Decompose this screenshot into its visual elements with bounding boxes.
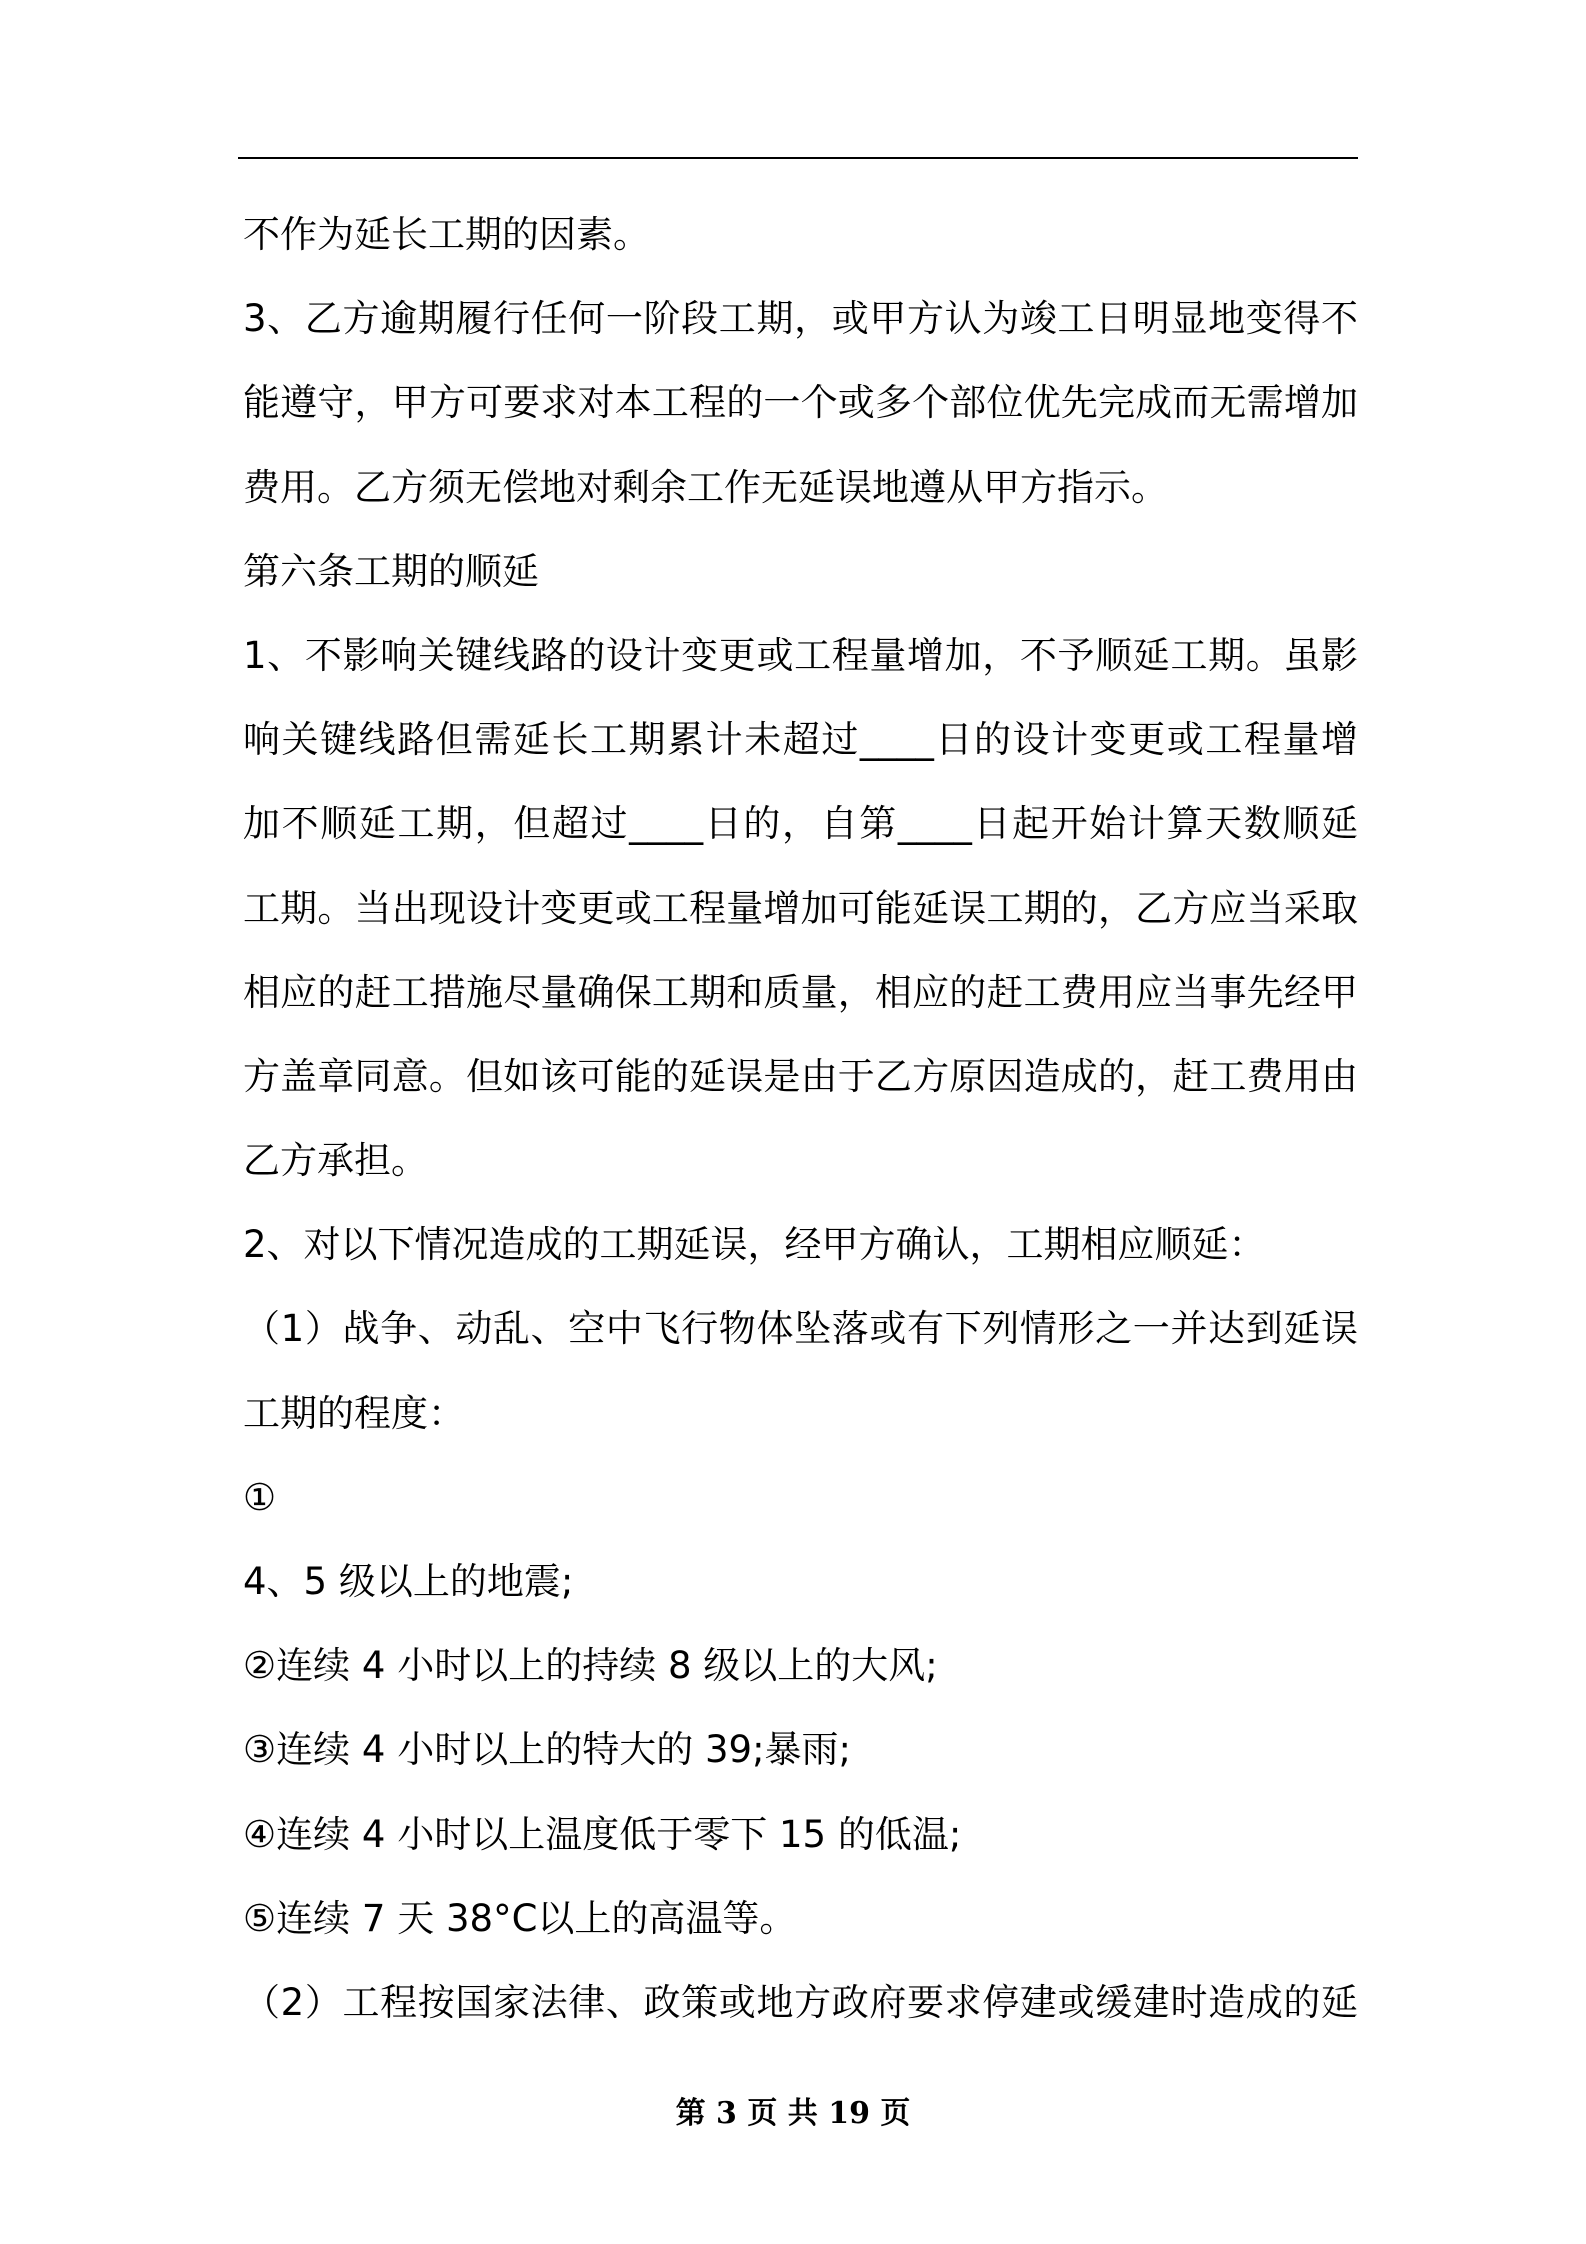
text-line: 能遵守，甲方可要求对本工程的一个或多个部位优先完成而无需增加 (243, 381, 1358, 425)
header-rule (238, 157, 1358, 159)
page-number: 第 3 页 共 19 页 (675, 2096, 911, 2131)
text-line: 费用。乙方须无偿地对剩余工作无延误地遵从甲方指示。 (243, 465, 1168, 509)
text-line: 加不顺延工期，但超过____日的，自第____日起开始计算天数顺延 (243, 802, 1358, 846)
document-body (243, 193, 1358, 2045)
list-item: ⑤连续 7 天 38°C以上的高温等。 (243, 1896, 797, 1940)
list-item: ②连续 4 小时以上的持续 8 级以上的大风; (243, 1644, 938, 1688)
list-item: ④连续 4 小时以上温度低于零下 15 的低温; (243, 1812, 962, 1856)
text-line: 工期。当出现设计变更或工程量增加可能延误工期的，乙方应当采取 (243, 886, 1358, 930)
text-line: 工期的程度： (243, 1391, 465, 1435)
list-item: 4、5 级以上的地震; (243, 1560, 574, 1603)
text-line: 相应的赶工措施尽量确保工期和质量，相应的赶工费用应当事先经甲 (243, 970, 1358, 1014)
text-line: （2）工程按国家法律、政策或地方政府要求停建或缓建时造成的延 (243, 1980, 1358, 2024)
list-item: ① (243, 1475, 277, 1519)
section-heading: 第六条工期的顺延 (243, 549, 539, 593)
text-line: 2、对以下情况造成的工期延误，经甲方确认，工期相应顺延： (243, 1223, 1266, 1267)
text-line: 1、不影响关键线路的设计变更或工程量增加，不予顺延工期。虽影 (243, 633, 1358, 677)
text-line: 乙方承担。 (243, 1139, 428, 1183)
text-line: 方盖章同意。但如该可能的延误是由于乙方原因造成的，赶工费用由 (243, 1054, 1358, 1098)
text-line: 不作为延长工期的因素。 (243, 213, 650, 256)
text-line: 3、乙方逾期履行任何一阶段工期，或甲方认为竣工日明显地变得不 (243, 297, 1358, 341)
text-line: （1）战争、动乱、空中飞行物体坠落或有下列情形之一并达到延误 (243, 1307, 1358, 1351)
list-item: ③连续 4 小时以上的特大的 39;暴雨; (243, 1728, 852, 1772)
text-line: 响关键线路但需延长工期累计未超过____日的设计变更或工程量增 (243, 718, 1358, 762)
